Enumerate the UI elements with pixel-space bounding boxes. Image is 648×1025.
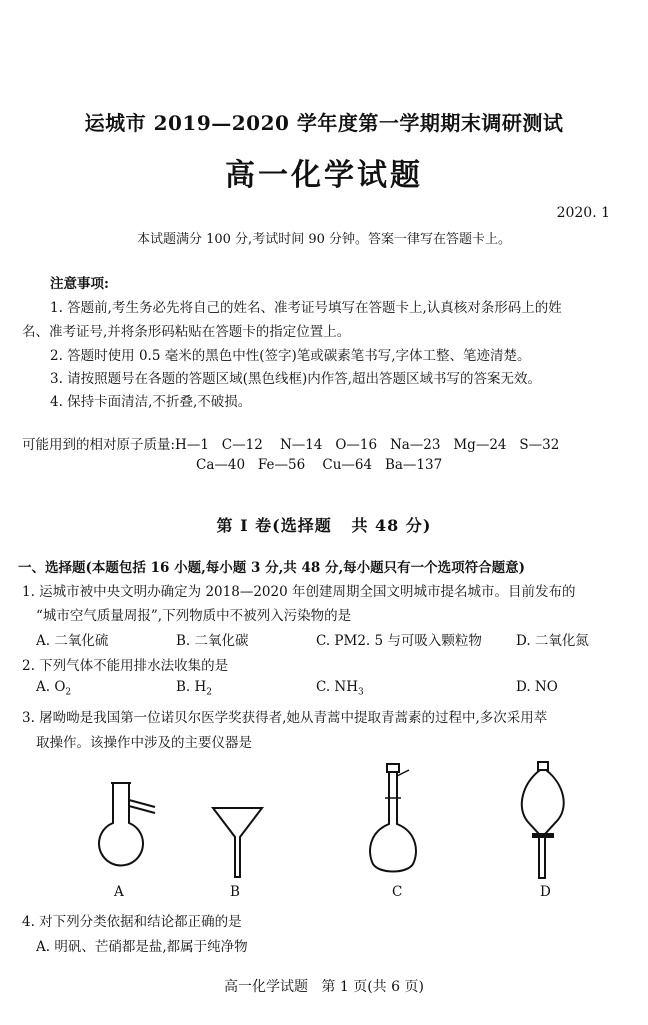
figure-label-a: A [114, 884, 124, 900]
q4-option-a: A. 明矾、芒硝都是盐,都属于纯净物 [36, 939, 248, 955]
note-2: 2. 答题时使用 0.5 毫米的黑色中性(签字)笔或碳素笔书写,字体工整、笔迹清楚。 [50, 348, 531, 364]
atomic-mass-line-1: 可能用到的相对原子质量:H—1 C—12 N—14 O—16 Na—23 Mg—24 S—32 [22, 437, 560, 453]
exam-intro: 本试题满分 100 分,考试时间 90 分钟。答案一律写在答题卡上。 [136, 232, 512, 247]
figure-label-c: C [392, 884, 403, 900]
q2-stem: 2. 下列气体不能用排水法收集的是 [22, 658, 229, 674]
figure-label-d: D [540, 884, 551, 900]
q4-stem: 4. 对下列分类依据和结论都正确的是 [22, 914, 242, 930]
exam-subject-title: 高一化学试题 [225, 158, 423, 193]
q1-option-d: D. 二氧化氮 [516, 633, 589, 649]
q1-stem-a: 1. 运城市被中央文明办确定为 2018—2020 年创建周期全国文明城市提名城市。目前发布的 [22, 584, 576, 600]
atomic-mass-line-2: Ca—40 Fe—56 Cu—64 Ba—137 [196, 457, 443, 473]
q2-option-d: D. NO [516, 679, 558, 695]
q1-option-a: A. 二氧化硫 [36, 633, 109, 649]
q2-option-a: A. $O_2$ [36, 679, 72, 698]
section-heading: 一、选择题(本题包括 16 小题,每小题 3 分,共 48 分,每小题只有一个选项符合题意) [18, 560, 526, 576]
q3-stem-a: 3. 屠呦呦是我国第一位诺贝尔医学奖获得者,她从青蒿中提取青蒿素的过程中,多次采用萃 [22, 710, 548, 726]
exam-date: 2020. 1 [556, 205, 610, 221]
q1-option-c: C. PM2. 5 与可吸入颗粒物 [316, 633, 482, 649]
q1-option-b: B. 二氧化碳 [176, 633, 249, 649]
figure-label-b: B [230, 884, 240, 900]
notes-heading: 注意事项: [50, 276, 109, 292]
funnel-figure [210, 805, 265, 885]
distillation-flask-figure [85, 775, 160, 880]
note-1a: 1. 答题前,考生务必先将自己的姓名、准考证号填写在答题卡上,认真核对条形码上的姓 [50, 300, 562, 316]
section-title: 第 Ⅰ 卷(选择题 共 48 分) [216, 516, 432, 535]
exam-title: 运城市 2019—2020 学年度第一学期期末调研测试 [84, 111, 564, 135]
note-3: 3. 请按照题号在各题的答题区域(黑色线框)内作答,超出答题区域书写的答案无效。 [50, 371, 541, 387]
q3-stem-b: 取操作。该操作中涉及的主要仪器是 [36, 735, 252, 751]
q2-option-c: C. $NH_3$ [316, 679, 364, 698]
q1-stem-b: “城市空气质量周报”,下列物质中不被列入污染物的是 [36, 608, 352, 624]
page-footer: 高一化学试题 第 1 页(共 6 页) [224, 979, 424, 995]
note-1b: 名、准考证号,并将条形码粘贴在答题卡的指定位置上。 [22, 324, 351, 340]
volumetric-flask-figure [365, 762, 425, 880]
separatory-funnel-figure [514, 760, 574, 885]
note-4: 4. 保持卡面清洁,不折叠,不破损。 [50, 394, 252, 410]
q2-option-b: B. $H_2$ [176, 679, 213, 698]
